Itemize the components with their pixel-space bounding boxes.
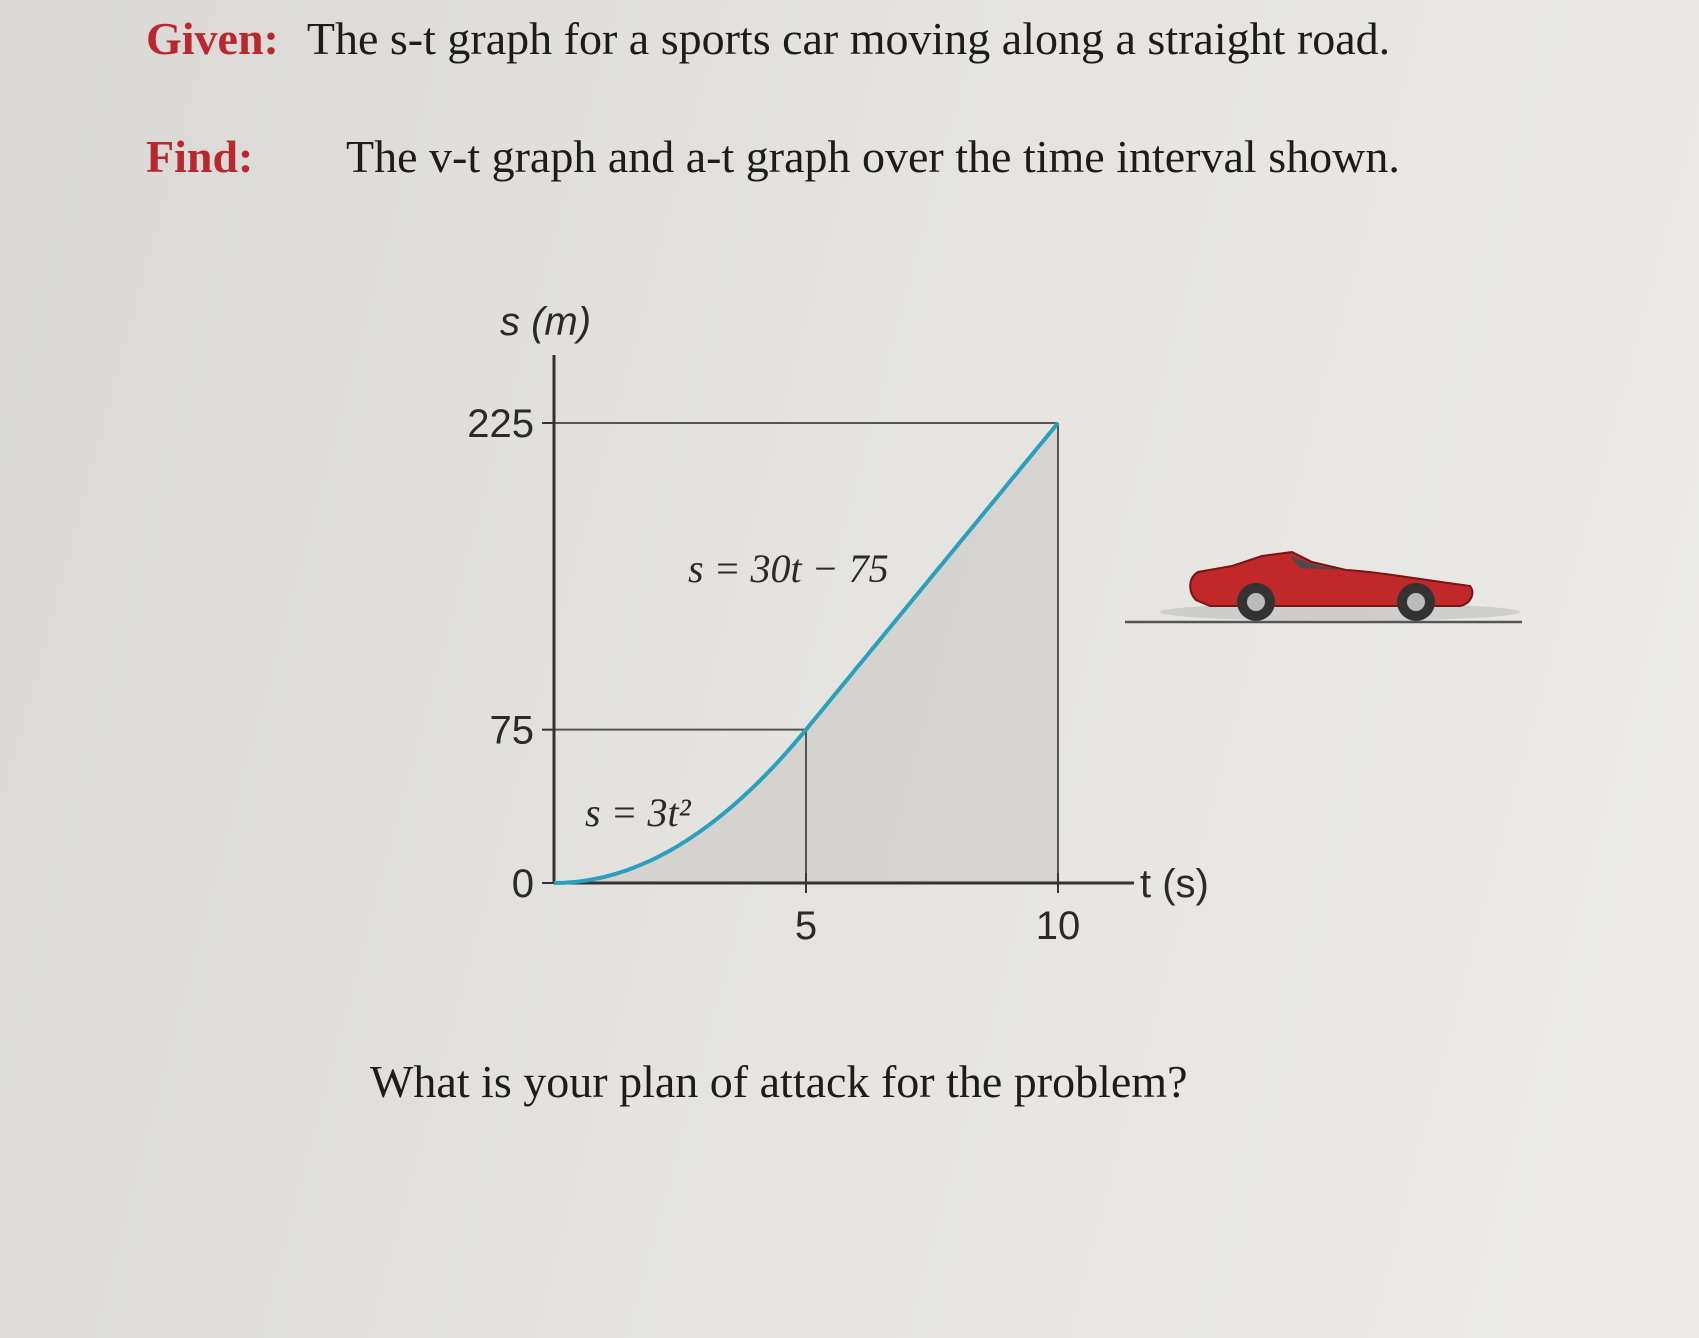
series-label-0: s = 3t²	[585, 790, 691, 835]
x-tick-label-1: 10	[1035, 904, 1081, 948]
find-text: The v-t graph and a-t graph over the time interval shown.	[346, 131, 1400, 182]
y-tick-label-1: 75	[489, 708, 534, 753]
y-axis-label: s (m)	[500, 300, 592, 344]
x-axis-label: t (s)	[1140, 862, 1209, 906]
given-text: The s-t graph for a sports car moving along a straight road.	[306, 13, 1391, 64]
sports-car-icon	[1125, 552, 1522, 622]
series-label-1: s = 30t − 75	[688, 546, 889, 591]
find-label: Find:	[146, 131, 254, 182]
question-text: What is your plan of attack for the problem?	[370, 1056, 1188, 1107]
given-label: Given:	[146, 13, 279, 64]
y-tick-label-2: 225	[467, 402, 534, 446]
y-tick-label-0: 0	[511, 862, 534, 906]
x-tick-label-0: 5	[794, 904, 818, 948]
plot-area	[467, 300, 1209, 948]
